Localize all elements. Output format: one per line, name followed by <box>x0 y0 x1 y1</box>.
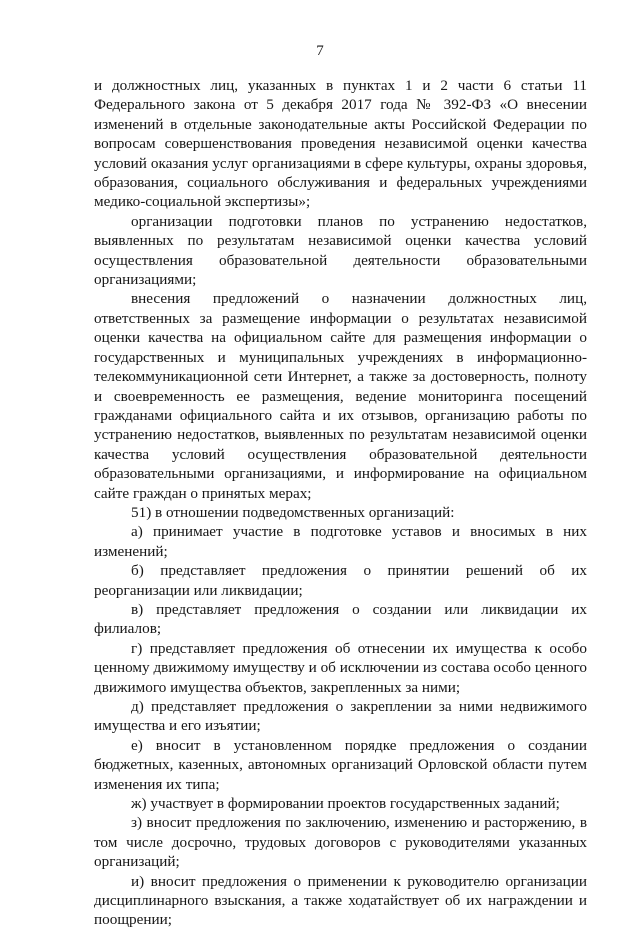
paragraph-subitem-e: е) вносит в установленном порядке предложения о создании бюджетных, казенных, автономных организаций Орловской области путем изменения их типа; <box>94 736 587 793</box>
paragraph-plans-organization: организации подготовки планов по устранению недостатков, выявленных по результатам независимой оценки качества условий осуществления образовательной деятельности образовательными организациями; <box>94 212 587 289</box>
paragraph-officials-continuation: и должностных лиц, указанных в пунктах 1 и 2 части 6 статьи 11 Федерального закона от 5 декабря 2017 года № 392-ФЗ «О внесении изменений в отдельные законодательные акты Российской Федерации по вопросам совершенствования проведения независимой оценки качества условий оказания услуг организациями в сфере культуры, охраны здоровья, образования, социального обслуживания и федеральных учреждениями медико-социальной экспертизы»; <box>94 77 587 211</box>
paragraph-responsible-officials: внесения предложений о назначении должностных лиц, ответственных за размещение информации о результатах независимой оценки качества на официальном сайте для размещения информации о государственных и муниципальных учреждениях в информационно-телекоммуникационной сети Интернет, а также за достоверность, полноту и своевременность ее размещения, ведение мониторинга посещений гражданами официального сайта и их отзывов, организацию работы по устранению недостатков, выявленных по результатам независимой оценки качества условий осуществления образовательной деятельности образовательными организациями, и информирование на официальном сайте граждан о принятых мерах; <box>94 290 587 502</box>
paragraph-subitem-i: и) вносит предложения о применении к руководителю организации дисциплинарного взыскания, а также ходатайствует об их награждении и поощрении; <box>94 872 587 929</box>
paragraph-subitem-g: г) представляет предложения об отнесении их имущества к особо ценному движимому имуществу и об исключении из состава особо ценного движимого имущества объектов, закрепленных за ними; <box>94 639 587 696</box>
paragraph-subitem-a: а) принимает участие в подготовке уставов и вносимых в них изменений; <box>94 523 587 560</box>
page-number: 7 <box>316 43 324 59</box>
paragraph-subitem-z: з) вносит предложения по заключению, изменению и расторжению, в том числе досрочно, трудовых договоров с руководителями указанных организаций; <box>94 814 587 871</box>
paragraph-subitem-v: в) представляет предложения о создании или ликвидации их филиалов; <box>94 600 587 638</box>
paragraph-subitem-b: б) представляет предложения о принятии решений об их реорганизации или ликвидации; <box>94 562 587 599</box>
paragraph-subitem-d: д) представляет предложения о закреплении за ними недвижимого имущества и его изъятии; <box>94 698 587 735</box>
paragraph-subitem-zh: ж) участвует в формировании проектов государственных заданий; <box>131 795 560 813</box>
paragraph-item-51-heading: 51) в отношении подведомственных организаций: <box>131 503 455 521</box>
document-body <box>94 76 587 930</box>
